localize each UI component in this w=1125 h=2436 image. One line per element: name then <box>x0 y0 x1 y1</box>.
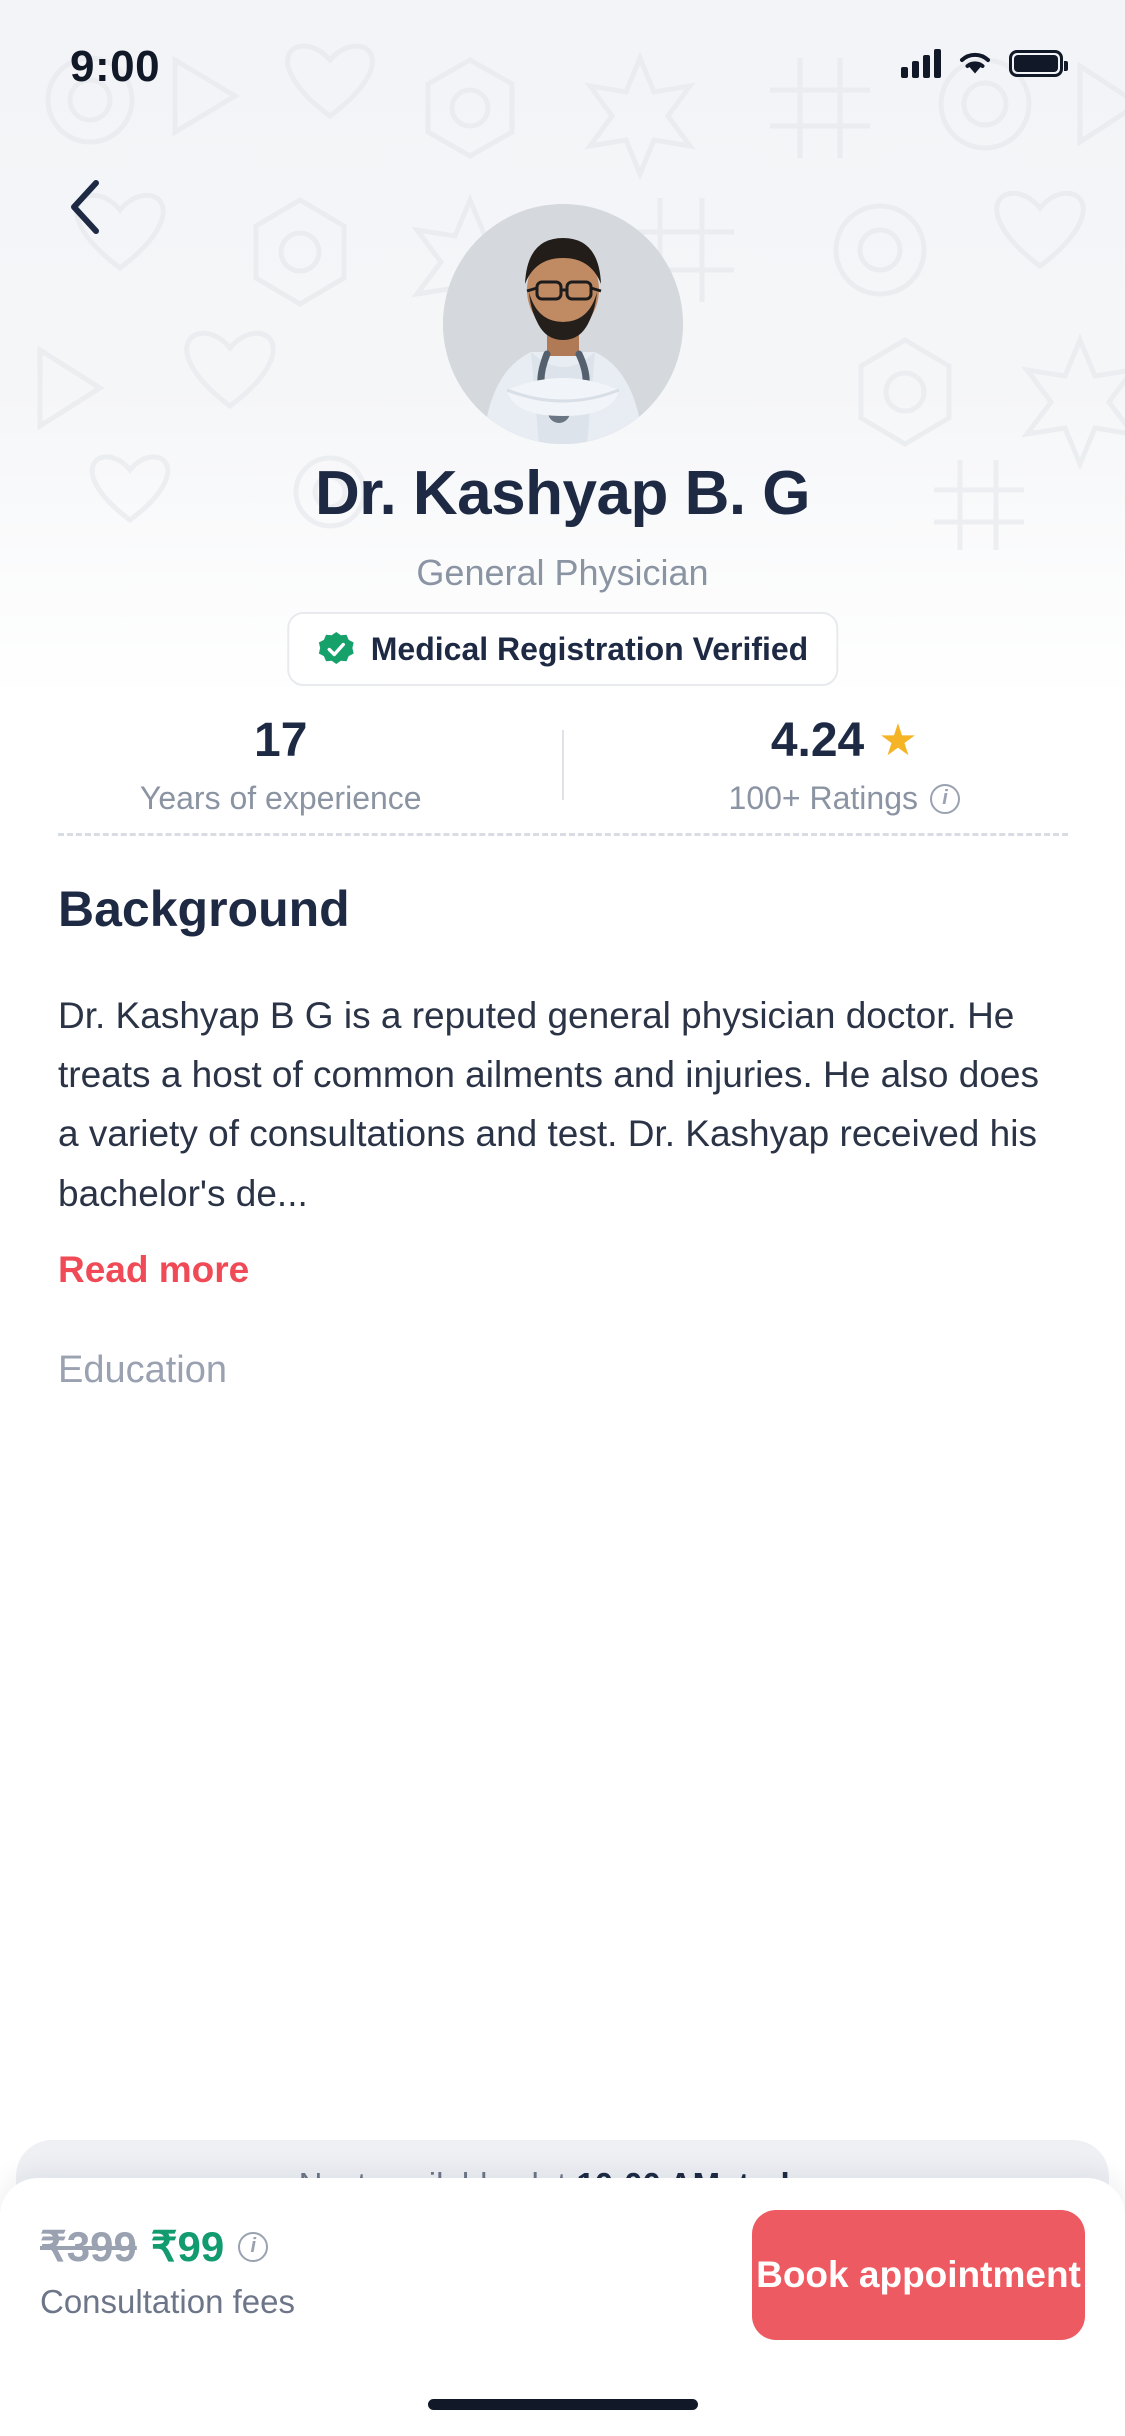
experience-value: 17 <box>254 714 308 767</box>
discounted-price: ₹99 <box>150 2223 225 2270</box>
experience-label: Years of experience <box>139 780 422 816</box>
read-more-link[interactable]: Read more <box>58 1248 250 1290</box>
rating-value: 4.24 <box>770 714 865 767</box>
doctor-portrait-illustration <box>443 204 683 444</box>
status-badge <box>287 612 838 686</box>
original-price: ₹399 <box>40 2223 137 2270</box>
experience-stat <box>0 700 562 830</box>
home-indicator <box>428 2399 698 2410</box>
star-icon: ★ <box>878 715 918 765</box>
background-text: Dr. Kashyap B G is a reputed general physician doctor. He treats a host of common ailments and injuries. He also does a variety of consultations and test. Dr. Kashyap received his bachelor's de... <box>58 995 1039 1214</box>
page-title: Dr. Kashyap B. G <box>314 459 811 528</box>
battery-full-icon <box>1009 50 1063 77</box>
education-title: Education <box>58 1348 228 1391</box>
rating-label-row <box>729 780 960 817</box>
bottom-action-bar <box>0 2178 1125 2436</box>
book-appointment-button[interactable]: Book appointment <box>752 2210 1085 2340</box>
avatar <box>443 204 683 444</box>
consultation-fees <box>40 2222 295 2321</box>
divider <box>58 833 1068 836</box>
background-section <box>58 880 1068 1392</box>
fees-label: Consultation fees <box>40 2283 295 2320</box>
doctor-specialty: General Physician <box>416 552 709 593</box>
verified-label: Medical Registration Verified <box>370 630 809 667</box>
status-bar <box>0 0 1125 120</box>
cellular-signal-icon <box>901 48 941 78</box>
status-icons <box>901 48 1063 78</box>
rating-label: 100+ Ratings <box>728 780 918 816</box>
stats-row <box>0 700 1125 830</box>
info-icon[interactable]: i <box>930 784 960 814</box>
wifi-icon <box>955 48 995 78</box>
experience-value-row <box>254 713 307 768</box>
rating-stat[interactable] <box>564 700 1125 830</box>
info-icon[interactable]: i <box>238 2232 268 2262</box>
rating-value-row <box>771 713 918 768</box>
back-button[interactable] <box>48 170 122 244</box>
status-time: 9:00 <box>70 42 161 91</box>
chevron-left-icon <box>68 179 102 235</box>
fees-line <box>40 2222 295 2271</box>
verified-badge-icon <box>317 630 355 668</box>
section-title: Background <box>58 881 350 937</box>
